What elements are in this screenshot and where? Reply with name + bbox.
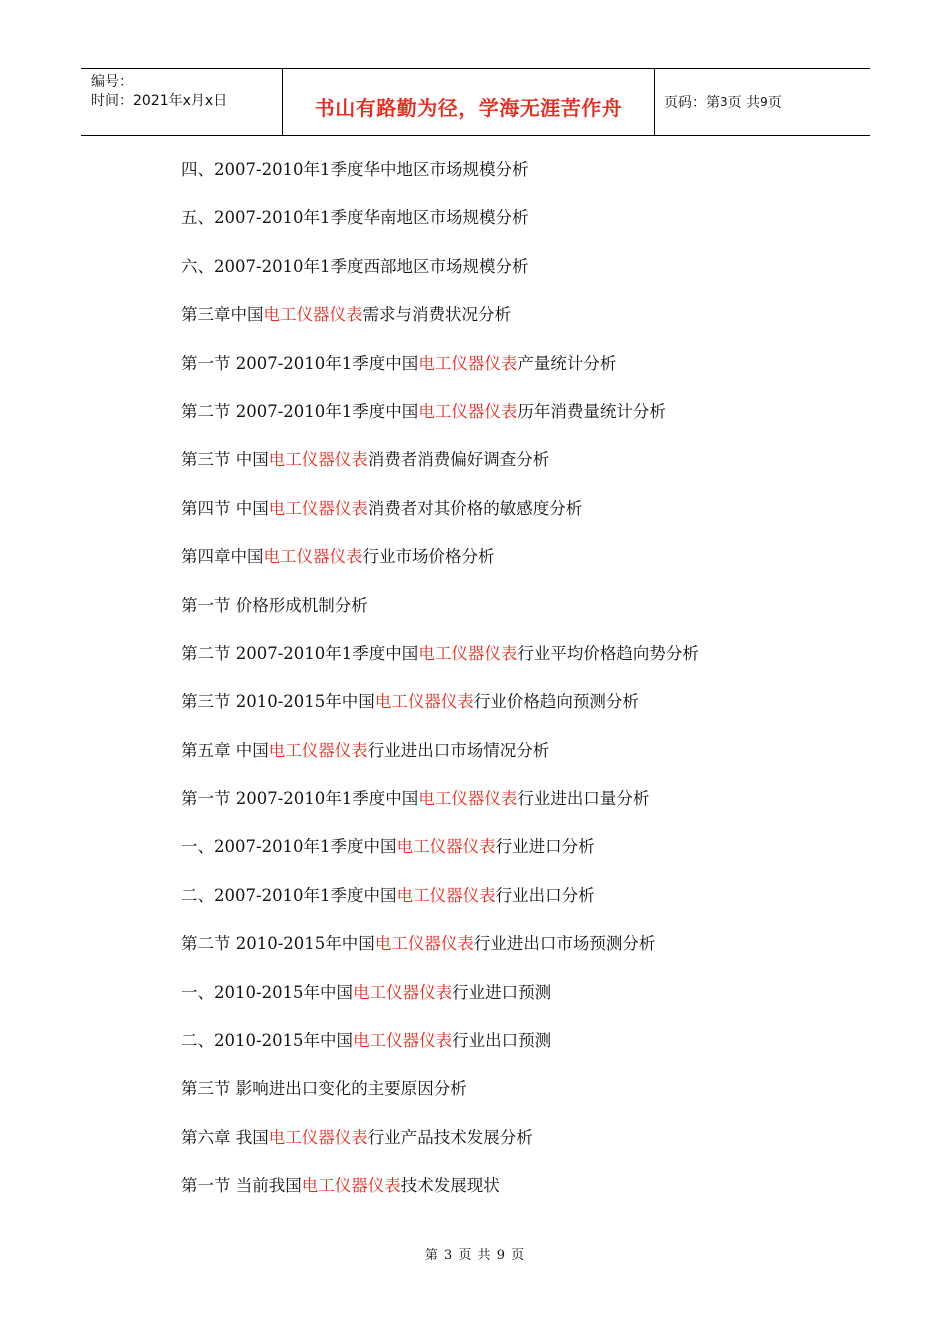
header-meta bbox=[81, 69, 281, 135]
toc-entry-keyword: 电工仪器仪表 bbox=[268, 1127, 368, 1147]
toc-entry-text: 一、2010-2015年中国 bbox=[181, 982, 354, 1002]
toc-entry bbox=[181, 827, 861, 875]
toc-entry bbox=[181, 295, 861, 343]
toc-entry-keyword: 电工仪器仪表 bbox=[418, 643, 518, 663]
document-date: 时间：2021年x月x日 bbox=[91, 93, 228, 109]
toc-entry bbox=[181, 344, 861, 392]
toc-entry-keyword: 电工仪器仪表 bbox=[418, 789, 518, 809]
toc-entry bbox=[181, 973, 861, 1021]
toc-entry bbox=[181, 586, 861, 634]
toc-entry-text: 第三节 中国 bbox=[181, 450, 269, 470]
toc-entry bbox=[181, 392, 861, 440]
toc-entry-text: 第二节 2007-2010年1季度中国 bbox=[181, 643, 419, 663]
toc-entry-text: 行业产品技术发展分析 bbox=[367, 1127, 533, 1147]
toc-entry-keyword: 电工仪器仪表 bbox=[374, 692, 474, 712]
toc-entry-text: 第四章中国 bbox=[181, 547, 264, 567]
header-page-info bbox=[654, 69, 870, 135]
toc-entry-text: 行业进出口市场预测分析 bbox=[473, 934, 656, 954]
toc-entry-text: 行业进出口市场情况分析 bbox=[367, 740, 550, 760]
toc-entry-keyword: 电工仪器仪表 bbox=[268, 450, 368, 470]
toc-entry-text: 第五章 中国 bbox=[181, 740, 269, 760]
toc-entry bbox=[181, 247, 861, 295]
page-label-prefix: 页码：第 bbox=[664, 95, 720, 111]
toc-entry-text: 四、2007-2010年1季度华中地区市场规模分析 bbox=[181, 160, 529, 179]
toc-entry-text: 第三章中国 bbox=[181, 305, 264, 325]
toc-entry-text: 技术发展现状 bbox=[400, 1176, 500, 1196]
toc-entry-text: 行业出口分析 bbox=[495, 885, 595, 905]
page-number: 3 bbox=[720, 95, 728, 109]
toc-entry bbox=[181, 1069, 861, 1117]
toc-entry-text: 第一节 当前我国 bbox=[181, 1176, 302, 1196]
toc-entry-text: 第六章 我国 bbox=[181, 1127, 269, 1147]
toc-entry-text: 需求与消费状况分析 bbox=[362, 305, 511, 325]
header-motto: 书山有路勤为径，学海无涯苦作舟 bbox=[314, 95, 623, 120]
page-label-middle: 页 共 bbox=[727, 95, 761, 111]
toc-entry-text: 行业平均价格趋向势分析 bbox=[517, 643, 699, 663]
toc-entry-text: 行业价格趋向预测分析 bbox=[473, 692, 639, 712]
toc-entry-text: 第三节 影响进出口变化的主要原因分析 bbox=[181, 1079, 467, 1099]
toc-entry-text: 行业进口分析 bbox=[495, 837, 595, 857]
toc-entry bbox=[181, 1166, 861, 1214]
toc-entry-keyword: 电工仪器仪表 bbox=[263, 305, 363, 325]
toc-entry bbox=[181, 924, 861, 972]
toc-entry-text: 消费者对其价格的敏感度分析 bbox=[367, 498, 583, 518]
header-motto-cell bbox=[282, 69, 655, 135]
page-header bbox=[81, 68, 870, 136]
toc-entry-text: 行业市场价格分析 bbox=[362, 547, 495, 567]
toc-entry-keyword: 电工仪器仪表 bbox=[374, 934, 474, 954]
document-number-label: 编号： bbox=[91, 74, 133, 90]
toc-entry bbox=[181, 150, 861, 198]
toc-entry-text: 一、2007-2010年1季度中国 bbox=[181, 837, 397, 857]
toc-entry bbox=[181, 634, 861, 682]
toc-entry-text: 行业进口预测 bbox=[452, 982, 552, 1002]
toc-entry-text: 行业进出口量分析 bbox=[517, 789, 650, 809]
toc-entry-text: 六、2007-2010年1季度西部地区市场规模分析 bbox=[181, 256, 529, 276]
table-of-contents bbox=[181, 150, 861, 1215]
toc-entry-keyword: 电工仪器仪表 bbox=[418, 401, 518, 421]
toc-entry-keyword: 电工仪器仪表 bbox=[353, 982, 453, 1002]
page-label-suffix: 页 bbox=[767, 95, 782, 111]
toc-entry-text: 第四节 中国 bbox=[181, 498, 269, 518]
toc-entry-text: 第三节 2010-2015年中国 bbox=[181, 692, 375, 712]
toc-entry bbox=[181, 1118, 861, 1166]
toc-entry-text: 第二节 2007-2010年1季度中国 bbox=[181, 401, 419, 421]
toc-entry-text: 第一节 价格形成机制分析 bbox=[181, 595, 368, 615]
toc-entry-keyword: 电工仪器仪表 bbox=[268, 498, 368, 518]
toc-entry-text: 产量统计分析 bbox=[517, 353, 617, 373]
toc-entry-keyword: 电工仪器仪表 bbox=[268, 740, 368, 760]
toc-entry-text: 二、2010-2015年中国 bbox=[181, 1031, 354, 1051]
toc-entry-text: 第一节 2007-2010年1季度中国 bbox=[181, 353, 419, 373]
toc-entry-text: 行业出口预测 bbox=[452, 1031, 552, 1051]
toc-entry bbox=[181, 489, 861, 537]
toc-entry-text: 消费者消费偏好调查分析 bbox=[367, 450, 550, 470]
toc-entry-text: 第二节 2010-2015年中国 bbox=[181, 934, 375, 954]
toc-entry-keyword: 电工仪器仪表 bbox=[301, 1176, 401, 1196]
page-footer: 第 3 页 共 9 页 bbox=[424, 1248, 526, 1263]
toc-entry-text: 五、2007-2010年1季度华南地区市场规模分析 bbox=[181, 208, 529, 228]
toc-entry bbox=[181, 1021, 861, 1069]
toc-entry bbox=[181, 731, 861, 779]
toc-entry bbox=[181, 198, 861, 246]
toc-entry-keyword: 电工仪器仪表 bbox=[396, 885, 496, 905]
toc-entry-text: 历年消费量统计分析 bbox=[517, 401, 666, 421]
toc-entry bbox=[181, 876, 861, 924]
toc-entry-text: 第一节 2007-2010年1季度中国 bbox=[181, 789, 419, 809]
toc-entry bbox=[181, 779, 861, 827]
toc-entry-keyword: 电工仪器仪表 bbox=[353, 1031, 453, 1051]
toc-entry-keyword: 电工仪器仪表 bbox=[396, 837, 496, 857]
toc-entry-keyword: 电工仪器仪表 bbox=[418, 353, 518, 373]
toc-entry bbox=[181, 440, 861, 488]
toc-entry bbox=[181, 682, 861, 730]
toc-entry-keyword: 电工仪器仪表 bbox=[263, 547, 363, 567]
toc-entry bbox=[181, 537, 861, 585]
page-total: 9 bbox=[760, 95, 768, 109]
toc-entry-text: 二、2007-2010年1季度中国 bbox=[181, 885, 397, 905]
